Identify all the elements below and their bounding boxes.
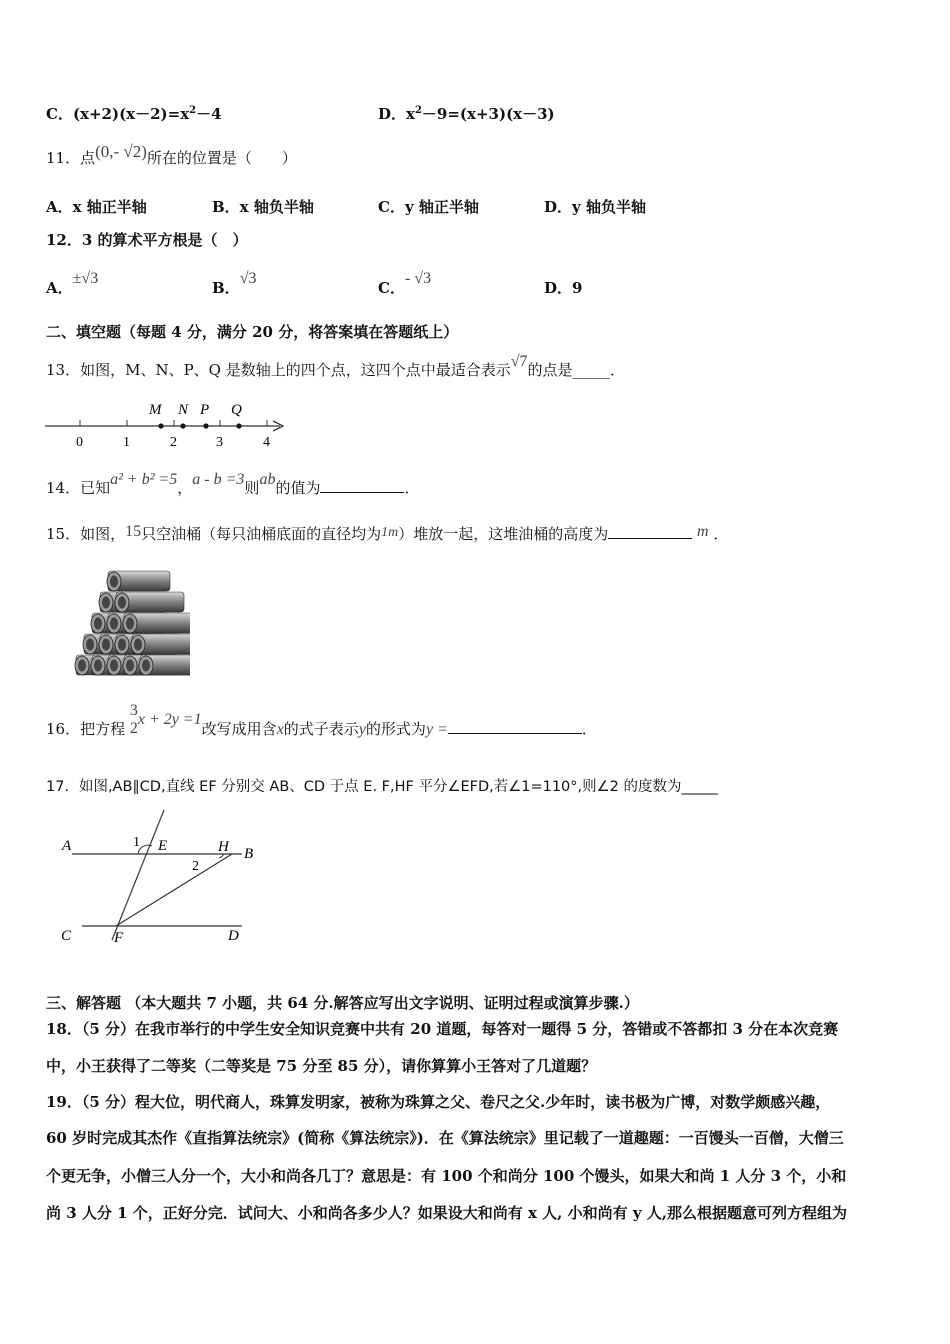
point-p <box>203 423 208 428</box>
barrel-opening <box>134 639 142 651</box>
q16-answer-blank[interactable] <box>448 719 582 734</box>
q12-option-b: B．√3 <box>212 270 257 297</box>
barrel-opening <box>102 639 110 651</box>
number-line-figure <box>40 394 292 452</box>
q14-stem: 14．已知a² + b² =5，a - b =3则ab的值为 ． <box>46 471 420 497</box>
point-m <box>158 423 163 428</box>
q19-line2: 60 岁时完成其杰作《直指算法统宗》(简称《算法统宗》)．在《算法统宗》里记载了一道趣题：一百馒头一百僧，大僧三 <box>46 1129 844 1147</box>
tick-label-4: 4 <box>263 435 270 450</box>
label-2: 2 <box>192 859 199 874</box>
q12-stem: 12．3 的算术平方根是（ ） <box>46 231 248 249</box>
q19-line3: 个更无争，小僧三人分一个，大小和尚各几丁？意思是：有 100 个和尚分 100 个馒头，如果大和尚 1 人分 3 个，小和 <box>46 1167 847 1185</box>
q19-line4: 尚 3 人分 1 个，正好分完．试问大、小和尚各多少人？如果设大和尚有 x 人, 小和尚有 y 人,那么根据题意可列方程组为 <box>46 1204 847 1222</box>
label-d: D <box>228 928 239 944</box>
parallel-lines-figure <box>56 808 266 950</box>
q16-fraction: 3 2 <box>129 702 138 737</box>
point-n <box>180 423 185 428</box>
tick-label-2: 2 <box>170 435 177 450</box>
barrel-opening <box>142 660 150 672</box>
barrel-opening <box>94 660 102 672</box>
barrel-opening <box>118 639 126 651</box>
tick-label-0: 0 <box>76 435 83 450</box>
q16-stem: 16．把方程 3 2 x + 2y =1改写成用含x的式子表示y的形式为y = ． <box>46 702 597 738</box>
section2-heading: 二、填空题（每题 4 分，满分 20 分，将答案填在答题纸上） <box>46 323 459 341</box>
label-e: E <box>158 838 168 854</box>
barrel-opening <box>78 660 86 672</box>
barrel-opening <box>110 618 118 630</box>
q10-option-c: C．$(x+2)(x-2)=x^2-4$ <box>46 105 222 123</box>
q14-expr3: ab <box>259 471 276 488</box>
point-label-p: P <box>200 402 210 418</box>
q19-line1: 19．（5 分）程大位，明代商人，珠算发明家，被称为珠算之父、卷尺之父.少年时，读书极为广博，对数学颇感兴趣， <box>46 1093 831 1111</box>
tick-label-3: 3 <box>216 435 223 450</box>
point-label-q: Q <box>231 402 242 418</box>
oil-barrels-figure <box>66 562 190 678</box>
q18-line1: 18．（5 分）在我市举行的中学生安全知识竞赛中共有 20 道题，每答对一题得 5 分，答错或不答都扣 3 分在本次竞赛 <box>46 1020 839 1038</box>
tick-label-1: 1 <box>123 435 130 450</box>
line-ef <box>112 810 164 940</box>
q17-stem: 17．如图,AB∥CD,直线 EF 分别交 AB、CD 于点 E. F,HF 平分∠EFD,若∠1=110°,则∠2 的度数为_____ <box>46 779 718 795</box>
q15-stem: 15．如图，15只空油桶（每只油桶底面的直径均为1m）堆放一起，这堆油桶的高度为 m ． <box>46 523 729 543</box>
barrel-opening <box>118 597 126 609</box>
section3-heading: 三、解答题 （本大题共 7 小题，共 64 分.解答应写出文字说明、证明过程或演算步骤.） <box>46 994 639 1012</box>
label-c: C <box>61 928 72 944</box>
q13-stem: 13．如图，M、N、P、Q 是数轴上的四个点，这四个点中最适合表示√7的点是_____． <box>46 353 626 379</box>
label-h: H <box>218 839 229 855</box>
q15-answer-blank[interactable] <box>608 524 692 539</box>
barrel-opening <box>126 660 134 672</box>
q11-stem: 11．点(0,- √2)所在的位置是（ ） <box>46 142 297 167</box>
barrel-opening <box>110 576 118 588</box>
q14-answer-blank[interactable] <box>320 478 404 493</box>
q14-expr1: a² + b² =5 <box>110 471 178 488</box>
q11-point: (0,- √2) <box>95 142 147 161</box>
q16-expr: x + 2y =1 <box>137 711 202 728</box>
q10-option-d: D．$x^2-9=(x+3)(x-3)$ <box>378 105 555 123</box>
q18-line2: 中，小王获得了二等奖（二等奖是 75 分至 85 分），请你算算小王答对了几道题？ <box>46 1057 597 1075</box>
point-q <box>236 423 241 428</box>
q12-option-a: A．±√3 <box>46 270 99 297</box>
q14-expr2: a - b =3 <box>192 471 245 488</box>
q13-sqrt7: √7 <box>510 353 528 370</box>
q12-option-d: D．9 <box>544 279 583 297</box>
q11-option-a: A．x 轴正半轴 <box>46 198 147 216</box>
barrel-opening <box>126 618 134 630</box>
point-label-n: N <box>178 402 189 418</box>
barrel-opening <box>102 597 110 609</box>
q11-option-d: D．y 轴负半轴 <box>544 198 646 216</box>
barrel-opening <box>86 639 94 651</box>
label-1: 1 <box>133 835 140 850</box>
q11-option-b: B．x 轴负半轴 <box>212 198 314 216</box>
label-a: A <box>62 838 72 854</box>
point-label-m: M <box>149 402 162 418</box>
q11-option-c: C．y 轴正半轴 <box>378 198 479 216</box>
q12-option-c: C．- √3 <box>378 270 432 297</box>
line-hf <box>116 854 232 926</box>
barrel-opening <box>94 618 102 630</box>
label-f: F <box>114 930 124 946</box>
barrel-opening <box>110 660 118 672</box>
label-b: B <box>244 846 254 862</box>
